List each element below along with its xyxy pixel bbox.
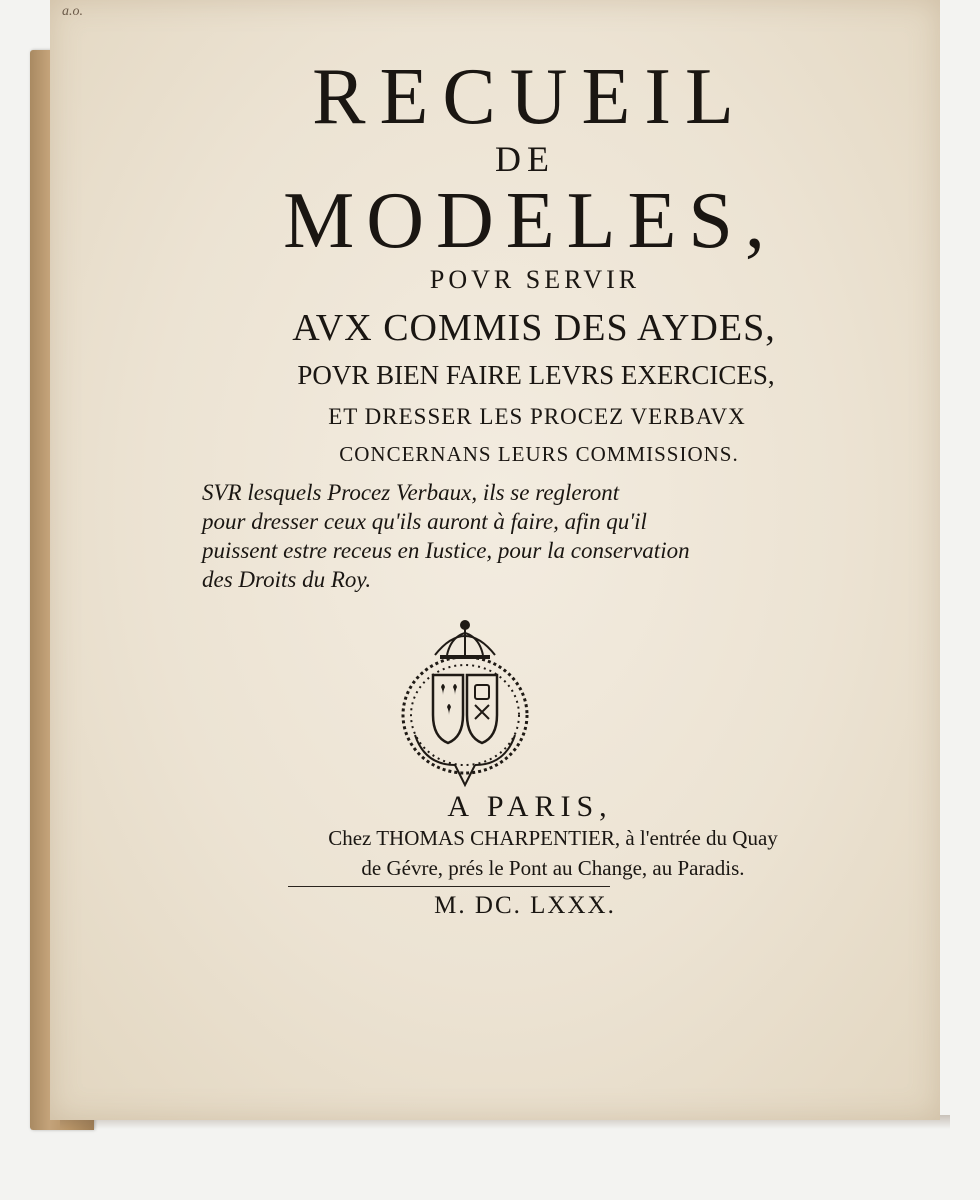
title-modeles: MODELES, bbox=[283, 177, 777, 265]
imprint-city: A PARIS, bbox=[447, 790, 613, 823]
title-page-content bbox=[50, 0, 940, 1120]
description-line: pour dresser ceux qu'ils auront à faire, afin qu'il bbox=[202, 509, 647, 534]
royal-coat-of-arms-icon bbox=[395, 615, 535, 790]
divider-rule bbox=[288, 886, 610, 887]
title-recueil: RECUEIL bbox=[312, 53, 748, 141]
subtitle-commis: AVX COMMIS DES AYDES, bbox=[292, 307, 776, 349]
subtitle-proces: ET DRESSER LES PROCEZ VERBAVX bbox=[328, 404, 746, 429]
subtitle-pour-servir: POVR SERVIR bbox=[429, 265, 641, 294]
imprint-publisher: Chez THOMAS CHARPENTIER, à l'entrée du Quay bbox=[328, 826, 778, 850]
description-paragraph bbox=[202, 478, 762, 594]
corner-note: a.o. bbox=[62, 4, 83, 19]
subtitle-commissions: CONCERNANS LEURS COMMISSIONS. bbox=[339, 442, 739, 466]
subtitle-exercices: POVR BIEN FAIRE LEVRS EXERCICES, bbox=[297, 360, 775, 390]
description-line: des Droits du Roy. bbox=[202, 567, 372, 592]
imprint-date: M. DC. LXXX. bbox=[434, 892, 616, 919]
description-line: SVR lesquels Procez Verbaux, ils se regleront bbox=[202, 480, 620, 505]
title-de: DE bbox=[495, 139, 555, 179]
description-line: puissent estre receus en Iustice, pour la conservation bbox=[202, 538, 690, 563]
imprint-address: de Gévre, prés le Pont au Change, au Paradis. bbox=[361, 856, 745, 880]
